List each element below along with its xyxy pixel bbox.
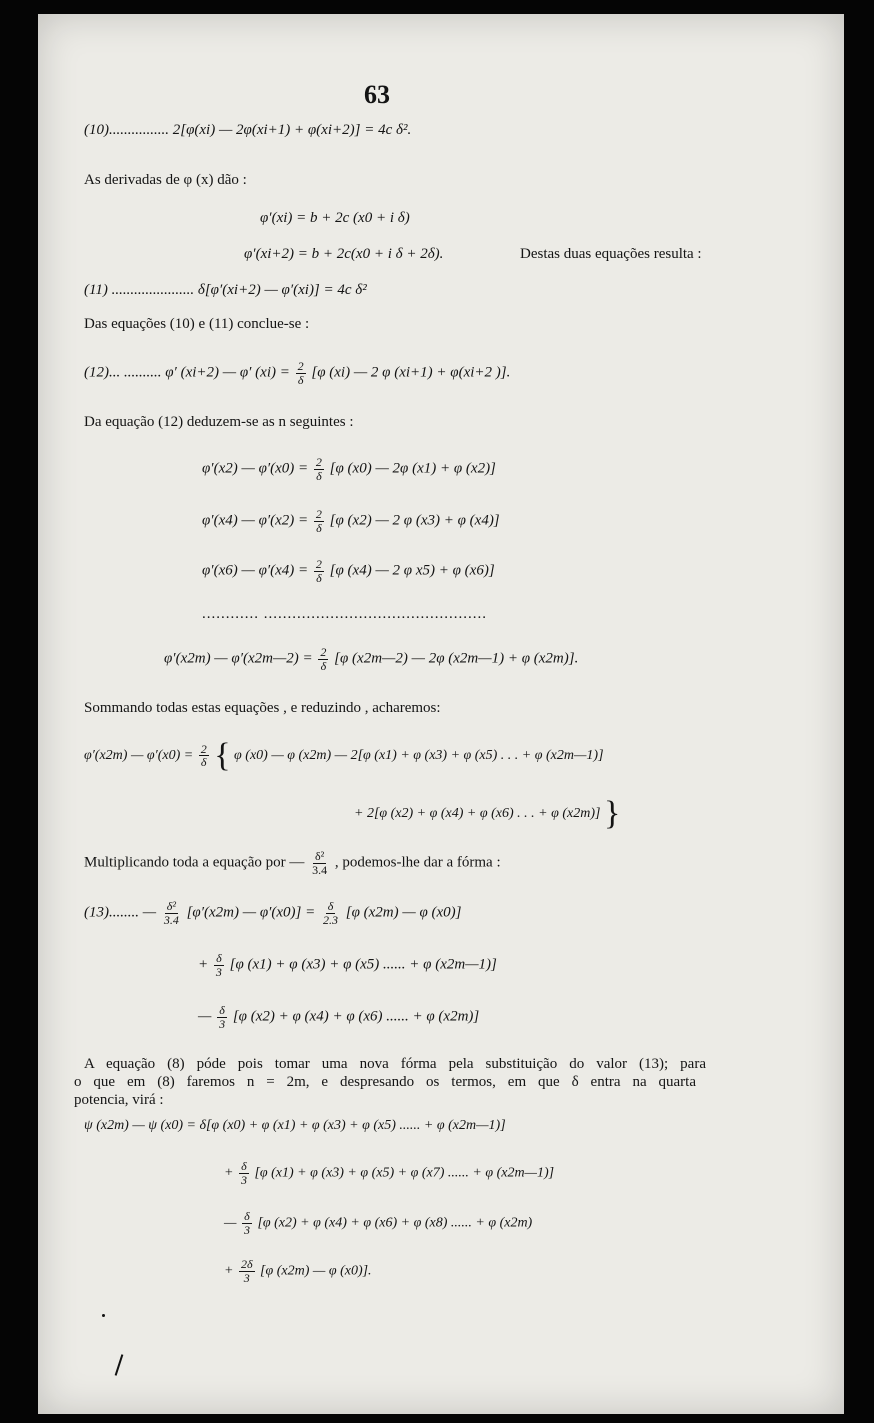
sum-equation-line-1: φ′(x2m) — φ′(x0) = $\frac{2}{\delta}$ { φ (x0) — φ (x2m) — 2[φ (x1) + φ (x3) + φ (x5) . . . + φ (x2m—1)] bbox=[84, 737, 604, 774]
fraction: $\frac{\delta}{3}$ bbox=[243, 1209, 250, 1237]
fraction: $\frac{2\delta}{3}$ bbox=[240, 1257, 253, 1285]
text-derivadas: As derivadas de φ (x) dão : bbox=[84, 172, 247, 188]
paragraph-line-2: o que em (8) faremos n = 2m, e despresando os termos, em que δ entra na quarta bbox=[74, 1074, 696, 1090]
series-eq-last: φ′(x2m) — φ′(x2m—2) = $\frac{2}{\delta}$ [φ (x2m—2) — 2φ (x2m—1) + φ (x2m)]. bbox=[164, 645, 579, 673]
fraction: $\frac{2}{\delta}$ bbox=[200, 741, 207, 770]
equation-12: (12)... .......... φ′ (xi+2) — φ′ (xi) = $\frac{2}{\delta}$ [φ (xi) — 2 φ (xi+1) + φ(xi+2 )]. bbox=[84, 359, 511, 387]
fraction: $\frac{2}{\delta}$ bbox=[315, 455, 322, 483]
left-brace: { bbox=[214, 737, 231, 774]
equation-13-line-2: + $\frac{\delta}{3}$ [φ (x1) + φ (x3) + φ (x5) ...... + φ (x2m—1)] bbox=[198, 951, 497, 979]
text-da-equacao: Da equação (12) deduzem-se as n seguintes : bbox=[84, 414, 354, 430]
series-eq-3: φ′(x6) — φ′(x4) = $\frac{2}{\delta}$ [φ (x4) — 2 φ x5) + φ (x6)] bbox=[202, 557, 495, 585]
fraction: $\frac{\delta}{2.3}$ bbox=[323, 899, 338, 927]
right-brace: } bbox=[603, 795, 621, 832]
fraction: $\frac{\text{δ²}}{3.4}$ bbox=[163, 899, 179, 927]
fraction: $\frac{2}{\delta}$ bbox=[297, 359, 304, 387]
final-equation-line-3: — $\frac{\delta}{3}$ [φ (x2) + φ (x4) + φ (x6) + φ (x8) ...... + φ (x2m) bbox=[224, 1209, 533, 1237]
scan-mark bbox=[115, 1354, 124, 1376]
text-destas: Destas duas equações resulta : bbox=[520, 246, 702, 262]
fraction: $\frac{\delta}{3}$ bbox=[240, 1159, 247, 1187]
scan-speck bbox=[102, 1314, 105, 1317]
final-equation-line-1: ψ (x2m) — ψ (x0) = δ[φ (x0) + φ (x1) + φ (x3) + φ (x5) ...... + φ (x2m—1)] bbox=[84, 1118, 506, 1133]
paragraph-line-1: A equação (8) póde pois tomar uma nova fórma pela substituição do valor (13); para bbox=[84, 1056, 706, 1072]
series-eq-2: φ′(x4) — φ′(x2) = $\frac{2}{\delta}$ [φ (x2) — 2 φ (x3) + φ (x4)] bbox=[202, 507, 500, 535]
final-equation-line-2: + $\frac{\delta}{3}$ [φ (x1) + φ (x3) + φ (x5) + φ (x7) ...... + φ (x2m—1)] bbox=[224, 1159, 555, 1187]
fraction: $\frac{2}{\delta}$ bbox=[315, 557, 322, 585]
fraction: $\frac{2}{\delta}$ bbox=[315, 507, 322, 535]
text-das-equacoes: Das equações (10) e (11) conclue-se : bbox=[84, 316, 310, 332]
fraction: $\frac{\text{δ²}}{3.4}$ bbox=[312, 849, 328, 877]
fraction: $\frac{\delta}{3}$ bbox=[215, 951, 222, 979]
derivative-2: φ′(xi+2) = b + 2c(x0 + i δ + 2δ). bbox=[244, 246, 444, 262]
equation-13-line-1: (13)........ — $\frac{\text{δ²}}{3.4}$ [φ′(x2m) — φ′(x0)] = $\frac{\delta}{2.3}$ [φ (x2m) — φ (x0)] bbox=[84, 899, 462, 927]
equation-10: (10)................ 2[φ(xi) — 2φ(xi+1) + φ(xi+2)] = 4c δ². bbox=[84, 122, 412, 138]
page-number: 63 bbox=[364, 80, 390, 109]
equation-13-line-3: — $\frac{\delta}{3}$ [φ (x2) + φ (x4) + φ (x6) ...... + φ (x2m)] bbox=[198, 1003, 480, 1031]
series-eq-1: φ′(x2) — φ′(x0) = $\frac{2}{\delta}$ [φ (x0) — 2φ (x1) + φ (x2)] bbox=[202, 455, 496, 483]
equation-11: (11) ...................... δ[φ′(xi+2) — φ′(xi)] = 4c δ² bbox=[84, 282, 367, 298]
text-sommando: Sommando todas estas equações , e reduzindo , acharemos: bbox=[84, 700, 441, 716]
scanned-page bbox=[38, 14, 844, 1414]
final-equation-line-4: + $\frac{2\delta}{3}$ [φ (x2m) — φ (x0)]. bbox=[224, 1257, 372, 1285]
sum-equation-line-2: + 2[φ (x2) + φ (x4) + φ (x6) . . . + φ (x2m)] } bbox=[354, 795, 621, 832]
fraction: $\frac{\delta}{3}$ bbox=[219, 1003, 226, 1031]
paragraph-line-3: potencia, virá : bbox=[74, 1092, 164, 1108]
text-multiplicando: Multiplicando toda a equação por — $\frac{\text{δ²}}{3.4}$ , podemos-lhe dar a fórma : bbox=[84, 849, 501, 877]
derivative-1: φ′(xi) = b + 2c (x0 + i δ) bbox=[260, 210, 410, 226]
ellipsis-row: ............ ............................................... bbox=[202, 606, 487, 622]
fraction: $\frac{2}{\delta}$ bbox=[320, 645, 327, 673]
